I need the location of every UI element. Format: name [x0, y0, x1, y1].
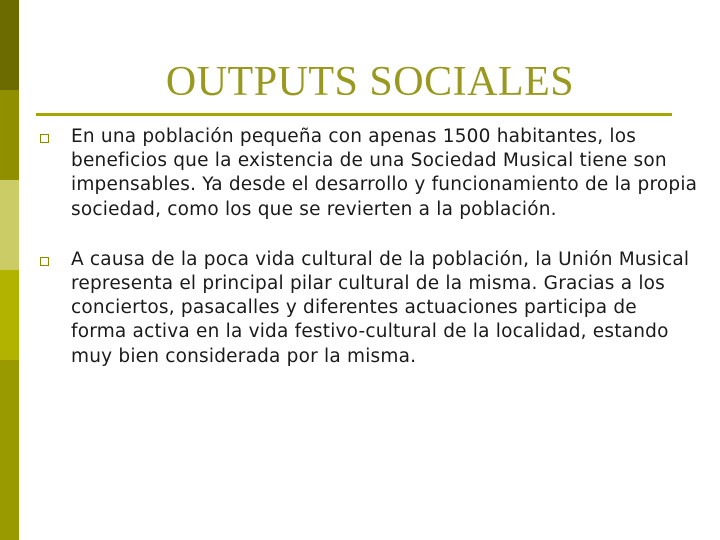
title-underline — [36, 113, 672, 116]
bullet-item — [38, 248, 698, 369]
square-bullet-icon — [40, 134, 49, 143]
bullet-list — [38, 125, 698, 395]
side-bar-segment — [0, 180, 19, 270]
side-bar-segment — [0, 270, 19, 360]
square-bullet-icon — [40, 257, 49, 266]
side-bar-segment — [0, 90, 19, 180]
decorative-side-bar — [0, 0, 19, 540]
side-bar-segment — [0, 0, 19, 90]
bullet-text: En una población pequeña con apenas 1500 habitantes, los beneficios que la existencia de una Sociedad Musical tiene son impensables. Ya desde el desarrollo y funcionamiento de la propia sociedad, como los que se revierten a la población. — [71, 126, 698, 220]
side-bar-segment — [0, 360, 19, 540]
bullet-item — [38, 125, 698, 222]
slide-title: OUTPUTS SOCIALES — [165, 59, 575, 105]
bullet-text: A causa de la poca vida cultural de la población, la Unión Musical representa el principal pilar cultural de la misma. Gracias a los conciertos, pasacalles y diferentes actuaciones participa de forma activa en la vida festivo-cultural de la localidad, estando muy bien considerada por la misma. — [71, 248, 690, 367]
